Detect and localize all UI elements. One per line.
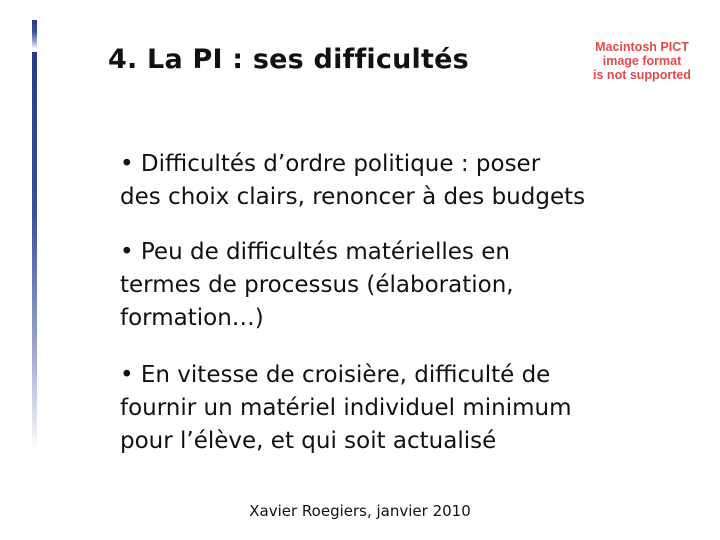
- bullet-line: • En vitesse de croisière, difficulté de: [120, 362, 551, 388]
- bullet-politique: [120, 148, 585, 214]
- bullet-line: • Peu de difficultés matérielles en: [120, 239, 510, 265]
- accent-bar-bottom: [32, 52, 37, 452]
- bullet-line: formation…): [120, 305, 264, 331]
- unsupported-image-placeholder: [588, 40, 696, 82]
- bullet-line: pour l’élève, et qui soit actualisé: [120, 428, 497, 454]
- bullet-line: fournir un matériel individuel minimum: [120, 395, 572, 421]
- placeholder-line-2: image format: [602, 54, 682, 68]
- slide-title: 4. La PI : ses difficultés: [108, 44, 469, 75]
- placeholder-line-1: Macintosh PICT: [595, 40, 689, 54]
- bullet-materielles: [120, 236, 514, 335]
- bullet-line: termes de processus (élaboration,: [120, 272, 514, 298]
- slide-footer: Xavier Roegiers, janvier 2010: [249, 502, 471, 520]
- bullet-line: • Difficultés d’ordre politique : poser: [120, 151, 541, 177]
- bullet-vitesse-croisiere: [120, 359, 572, 458]
- bullet-line: des choix clairs, renoncer à des budgets: [120, 184, 586, 210]
- placeholder-line-3: is not supported: [593, 68, 691, 82]
- accent-bar-top: [32, 20, 37, 49]
